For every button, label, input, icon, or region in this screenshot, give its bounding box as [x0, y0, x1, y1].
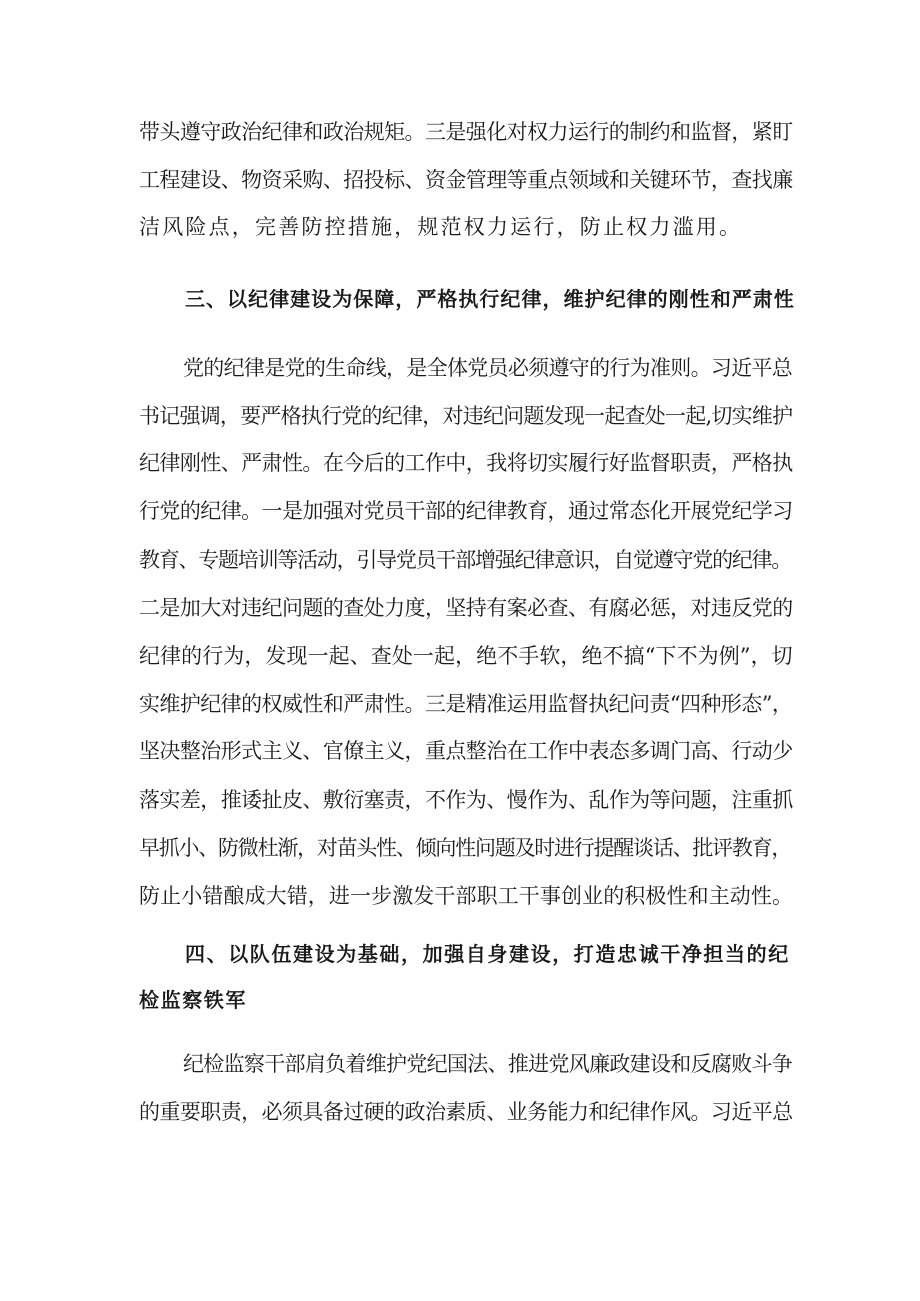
body-text-line: 工程建设、物资采购、招投标、资金管理等重点领域和关键环节，查找廉 [139, 168, 793, 192]
body-text-line: 纪律的行为，发现一起、查处一起，绝不手软，绝不搞“下不为例”，切 [139, 644, 793, 668]
body-text-line: 纪检监察干部肩负着维护党纪国法、推进党风廉政建设和反腐败斗争 [183, 1052, 793, 1076]
section-heading-4: 四、以队伍建设为基础，加强自身建设，打造忠诚干净担当的纪 [185, 942, 790, 966]
body-text-line: 二是加大对违纪问题的查处力度，坚持有案必查、有腐必惩，对违反党的 [139, 596, 793, 620]
body-text-line: 书记强调，要严格执行党的纪律，对违纪问题发现一起查处一起,切实维护 [139, 404, 793, 428]
body-text-line: 行党的纪律。一是加强对党员干部的纪律教育，通过常态化开展党纪学习 [139, 499, 793, 523]
body-text-line: 的重要职责，必须具备过硬的政治素质、业务能力和纪律作风。习近平总 [139, 1100, 793, 1124]
body-text-line: 洁风险点，完善防控措施，规范权力运行，防止权力滥用。 [139, 215, 743, 239]
body-text-line: 纪律刚性、严肃性。在今后的工作中，我将切实履行好监督职责，严格执 [139, 451, 793, 475]
body-text-line: 防止小错酿成大错，进一步激发干部职工干事创业的积极性和主动性。 [139, 884, 794, 908]
body-text-line: 坚决整治形式主义、官僚主义，重点整治在工作中表态多调门高、行动少 [139, 739, 793, 763]
section-heading-4-cont: 检监察铁军 [139, 988, 247, 1012]
body-text-line: 早抓小、防微杜渐，对苗头性、倾向性问题及时进行提醒谈话、批评教育， [139, 836, 792, 860]
body-text-line: 实维护纪律的权威性和严肃性。三是精准运用监督执纪问责“四种形态”， [139, 692, 793, 716]
body-text-line: 教育、专题培训等活动，引导党员干部增强纪律意识，自觉遵守党的纪律。 [139, 548, 792, 572]
body-text-line: 带头遵守政治纪律和政治规矩。三是强化对权力运行的制约和监督，紧盯 [139, 120, 793, 144]
body-text-line: 落实差，推诿扯皮、敷衍塞责，不作为、慢作为、乱作为等问题，注重抓 [139, 788, 793, 812]
section-heading-3: 三、以纪律建设为保障，严格执行纪律，维护纪律的刚性和严肃性 [185, 287, 795, 311]
body-text-line: 党的纪律是党的生命线，是全体党员必须遵守的行为准则。习近平总 [183, 356, 793, 380]
